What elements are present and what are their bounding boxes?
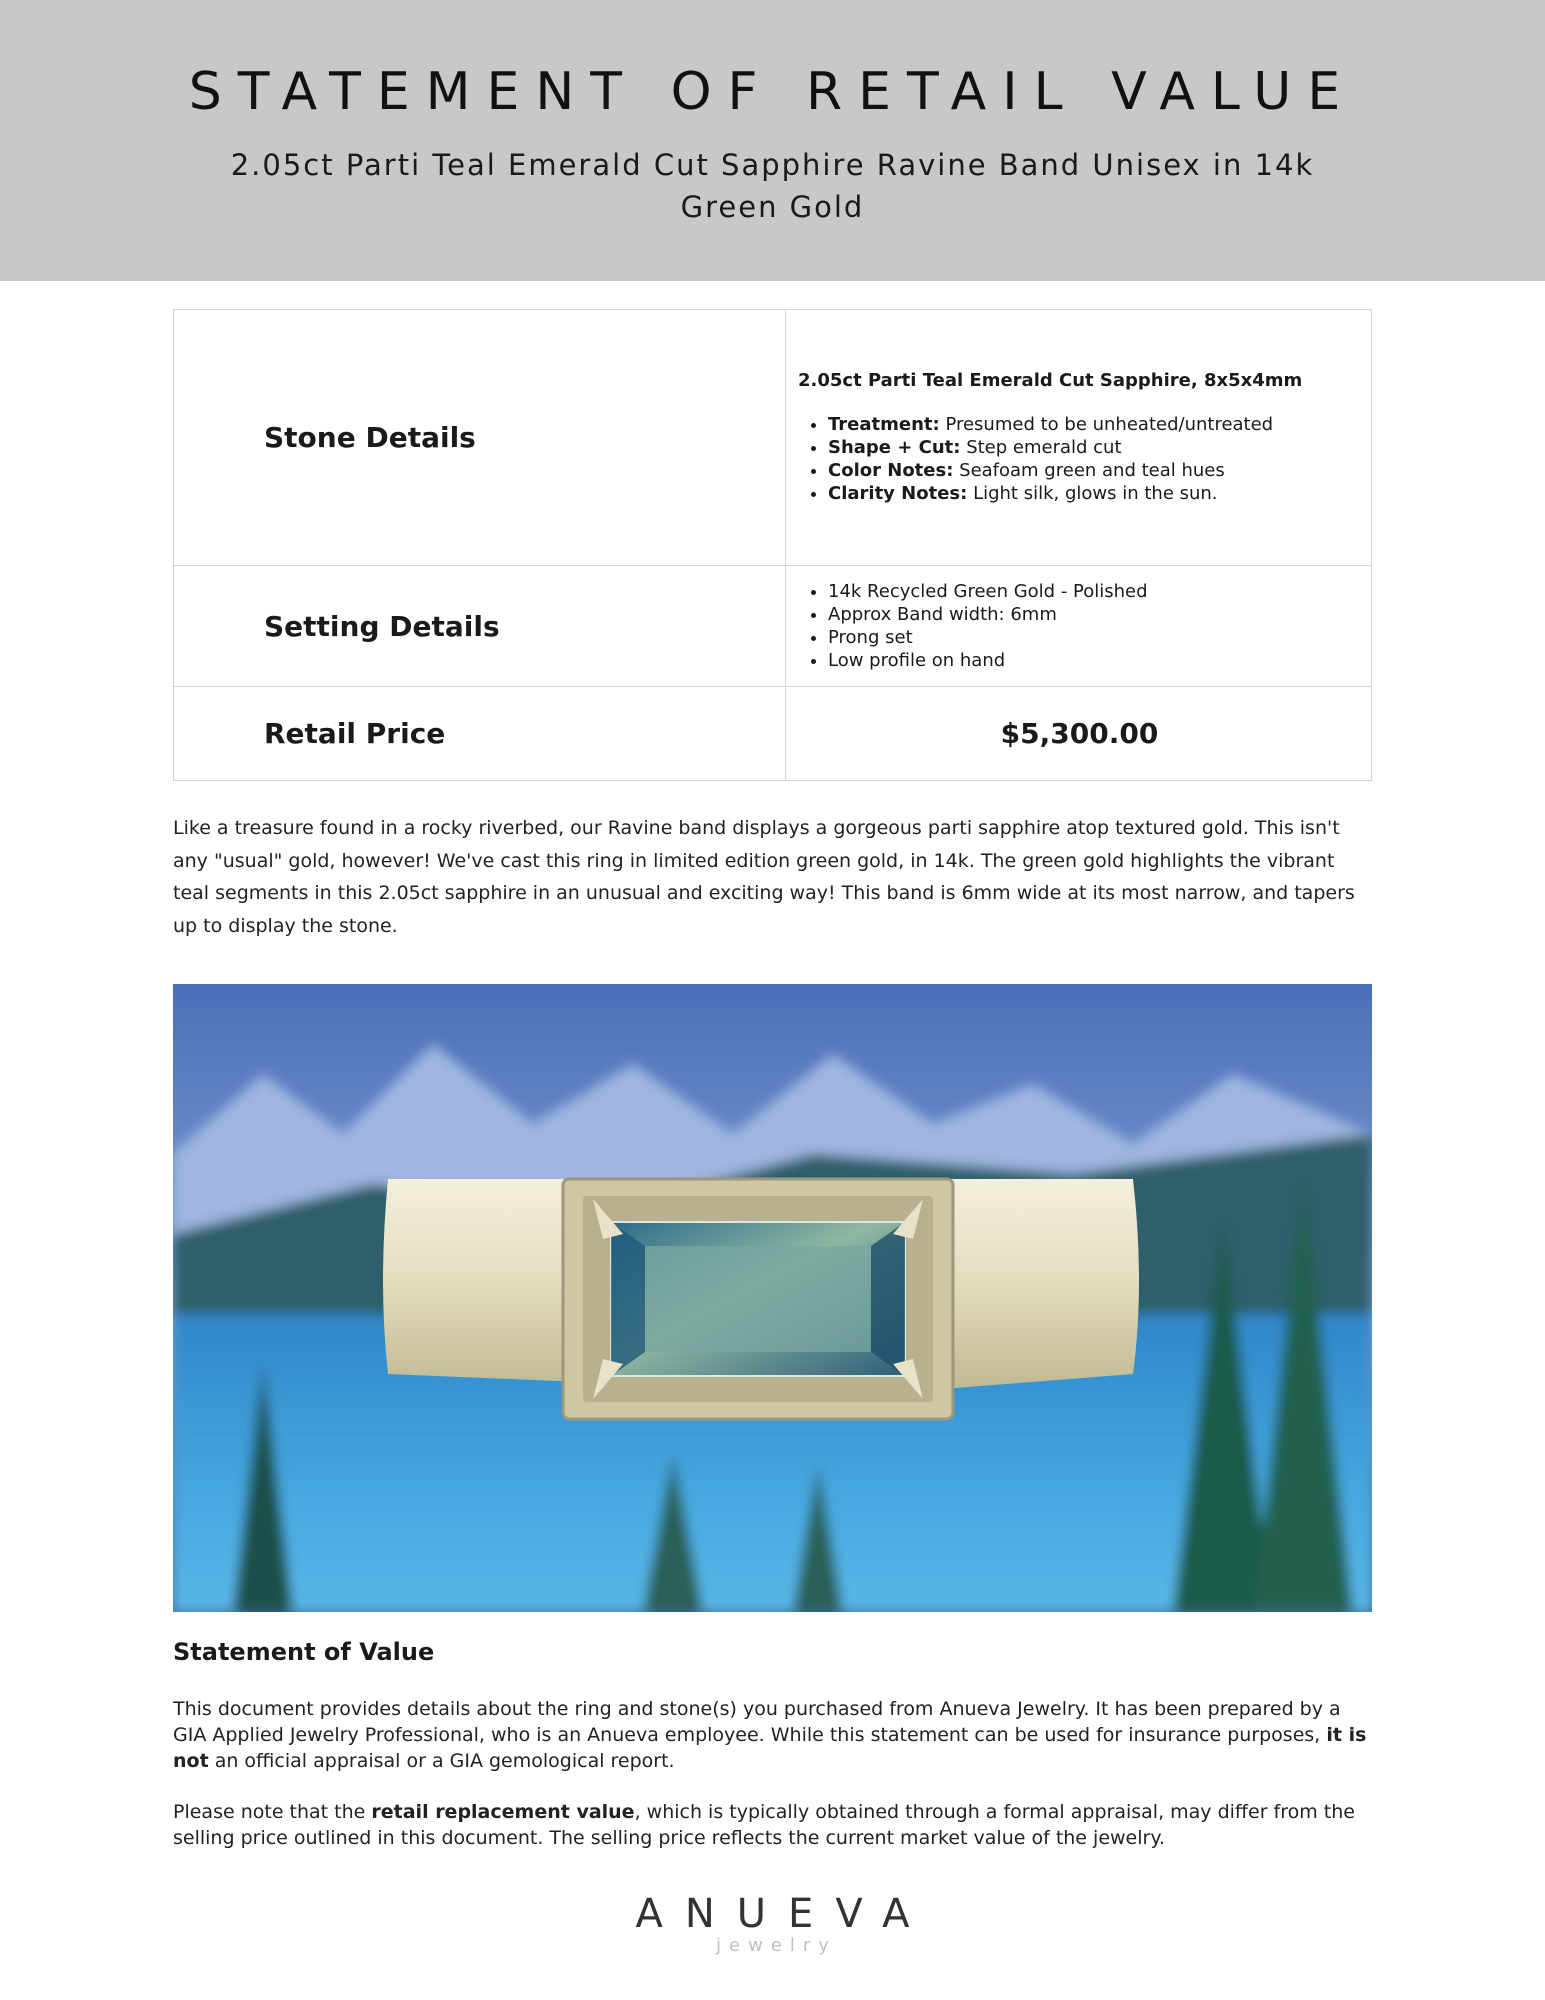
statement-text: Please note that the [173, 1801, 372, 1823]
setting-details-label: Setting Details [174, 566, 786, 687]
list-item: • Approx Band width: 6mm [828, 603, 1361, 626]
statement-text: an official appraisal or a GIA gemological report. [208, 1750, 675, 1772]
stone-details-row [174, 310, 1372, 566]
logo-subtext: jewelry [716, 1935, 837, 1956]
statement-paragraph-1 [173, 1696, 1378, 1774]
detail-value: Seafoam green and teal hues [953, 460, 1225, 481]
detail-key: Treatment: [828, 414, 940, 435]
ring-photo [173, 984, 1372, 1612]
list-item [828, 482, 1361, 505]
stone-details-label: Stone Details [174, 310, 786, 566]
logo-wordmark: ANUEVA [635, 1891, 932, 1937]
list-item: • Prong set [828, 626, 1361, 649]
retail-price-row [174, 687, 1372, 781]
detail-key: Shape + Cut: [828, 437, 961, 458]
statement-heading: Statement of Value [173, 1638, 435, 1666]
list-item [828, 459, 1361, 482]
retail-price-label: Retail Price [174, 687, 786, 781]
ring-photo-illustration [173, 984, 1372, 1612]
statement-emphasis: retail replacement value [371, 1801, 635, 1823]
stone-details-list [798, 413, 1361, 505]
list-item: • 14k Recycled Green Gold - Polished [828, 580, 1361, 603]
product-description: Like a treasure found in a rocky riverbed, our Ravine band displays a gorgeous parti sapphire atop textured gold. This isn't any "usual" gold, however! We've cast this ring in limited edition green gold, in 14k. The green gold highlights the vibrant teal segments in this 2.05ct sapphire in an unusual and exciting way! This band is 6mm wide at its most narrow, and tapers up to display the stone. [173, 817, 1355, 937]
product-subtitle: 2.05ct Parti Teal Emerald Cut Sapphire Ravine Band Unisex in 14k Green Gold [230, 148, 1315, 224]
setting-details-list [798, 580, 1361, 672]
list-item [828, 436, 1361, 459]
stone-details-value [786, 310, 1372, 566]
statement-paragraph-2 [173, 1799, 1378, 1851]
setting-details-value [786, 566, 1372, 687]
stone-heading: 2.05ct Parti Teal Emerald Cut Sapphire, 8x5x4mm [798, 370, 1303, 391]
header-banner [0, 0, 1545, 281]
retail-price-value: $5,300.00 [786, 687, 1372, 781]
detail-key: Clarity Notes: [828, 483, 968, 504]
details-table [173, 309, 1372, 781]
statement-text: This document provides details about the ring and stone(s) you purchased from Anueva Jewelry. It has been prepared by a GIA Applied Jewelry Professional, who is an Anueva employee. While this statement can be used for insurance purposes, [173, 1698, 1341, 1746]
list-item: • Low profile on hand [828, 649, 1361, 672]
detail-value: Light silk, glows in the sun. [967, 483, 1218, 504]
setting-details-row [174, 566, 1372, 687]
detail-key: Color Notes: [828, 460, 954, 481]
list-item [828, 413, 1361, 436]
statement-text: , which is typically obtained through a formal appraisal, may differ from the selling price outlined in this document. The selling price reflects the current market value of the jewelry. [173, 1801, 1355, 1849]
detail-value: Step emerald cut [960, 437, 1122, 458]
statement-emphasis: it is not [173, 1724, 1367, 1772]
detail-value: Presumed to be unheated/untreated [939, 414, 1274, 435]
document-title: STATEMENT OF RETAIL VALUE [188, 62, 1357, 122]
anueva-logo [0, 1892, 1545, 1956]
